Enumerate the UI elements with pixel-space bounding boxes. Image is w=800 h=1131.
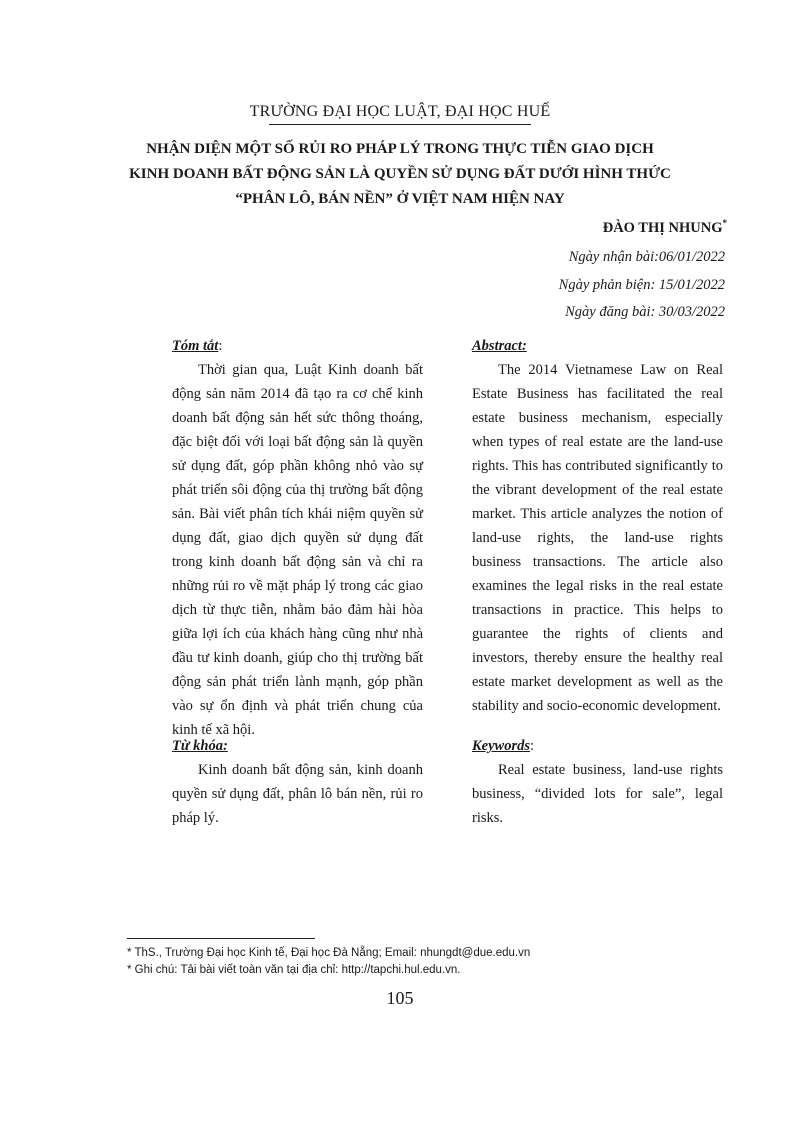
date-reviewed: Ngày phản biện: 15/01/2022 [558,276,725,293]
footnote-divider [127,938,315,939]
date-published: Ngày đăng bài: 30/03/2022 [565,304,725,320]
summary-en-heading: Abstract: [472,338,527,354]
summary-vi-text: Thời gian qua, Luật Kinh doanh bất động sản năm 2014 đã tạo ra cơ chế kinh doanh bất động sản hết sức thông thoáng, đặc biệt đối với loại bất động sản là quyền sử dụng đất, góp phần không nhỏ vào sự phát triển sôi động của thị trường bất động sản. Bài viết phân tích khái niệm quyền sử dụng đất, giao dịch quyền sử dụng đất trong kinh doanh bất động sản và chỉ ra những rủi ro về mặt pháp lý trong các giao dịch từ thực tiễn, nhằm bảo đảm hài hòa giữa lợi ích của khách hàng cũng như nhà đầu tư kinh doanh, giúp cho thị trường bất động sản phát triển lành mạnh, góp phần vào sự ổn định và phát triển chung của kinh tế xã hội. [172,362,423,738]
author-footnote-marker: * [722,218,727,228]
summary-en [472,334,723,718]
keywords-en-heading: Keywords [472,738,530,754]
keywords-en [472,734,723,830]
page-number: 105 [386,988,414,1008]
keywords-vi-heading-row [172,734,423,758]
journal-header: TRƯỜNG ĐẠI HỌC LUẬT, ĐẠI HỌC HUẾ [249,103,551,120]
title-line-1: NHẬN DIỆN MỘT SỐ RỦI RO PHÁP LÝ TRONG THỰC TIỄN GIAO DỊCH [146,141,654,157]
title-line-3: “PHÂN LÔ, BÁN NỀN” Ở VIỆT NAM HIỆN NAY [235,191,565,207]
title-line-2: KINH DOANH BẤT ĐỘNG SẢN LÀ QUYỀN SỬ DỤNG ĐẤT DƯỚI HÌNH THỨC [129,166,671,182]
summary-en-text: The 2014 Vietnamese Law on Real Estate Business has facilitated the real estate business mechanism, especially when types of real estate are the land-use rights. This has contributed significantly to the vibrant development of the real estate market. This article analyzes the notion of land-use rights, the land-use rights business transactions. The article also examines the legal risks in the real estate transactions in practice. This helps to guarantee the rights of clients and investors, thereby ensure the healthy real estate market development as well as the stability and socio-economic development. [472,362,723,714]
article-title [100,137,700,212]
footnotes [127,945,530,979]
footnote-download: * Ghi chú: Tải bài viết toàn văn tại địa chỉ: http://tapchi.hul.edu.vn. [127,964,461,976]
author [603,218,727,237]
summary-vi-heading: Tóm tắt [172,338,219,354]
summary-vi [172,334,423,742]
keywords-vi-heading: Từ khóa: [172,738,228,754]
author-name: ĐÀO THỊ NHUNG [602,219,723,236]
keywords-vi [172,734,423,830]
header-underline [269,124,531,125]
summary-vi-heading-row [172,334,423,358]
date-received: Ngày nhận bài:06/01/2022 [568,249,725,265]
keywords-en-heading-row [472,734,723,758]
keywords-vi-text: Kinh doanh bất động sản, kinh doanh quyền sử dụng đất, phân lô bán nền, rủi ro pháp lý. [172,762,423,826]
keywords-en-text: Real estate business, land-use rights business, “divided lots for sale”, legal risks. [472,762,723,826]
article-dates [559,244,725,327]
keywords-en-heading-colon: : [530,738,535,754]
summary-vi-heading-colon: : [218,338,223,354]
footnote-author: * ThS., Trường Đại học Kinh tế, Đại học Đà Nẵng; Email: nhungdt@due.edu.vn [127,947,531,959]
